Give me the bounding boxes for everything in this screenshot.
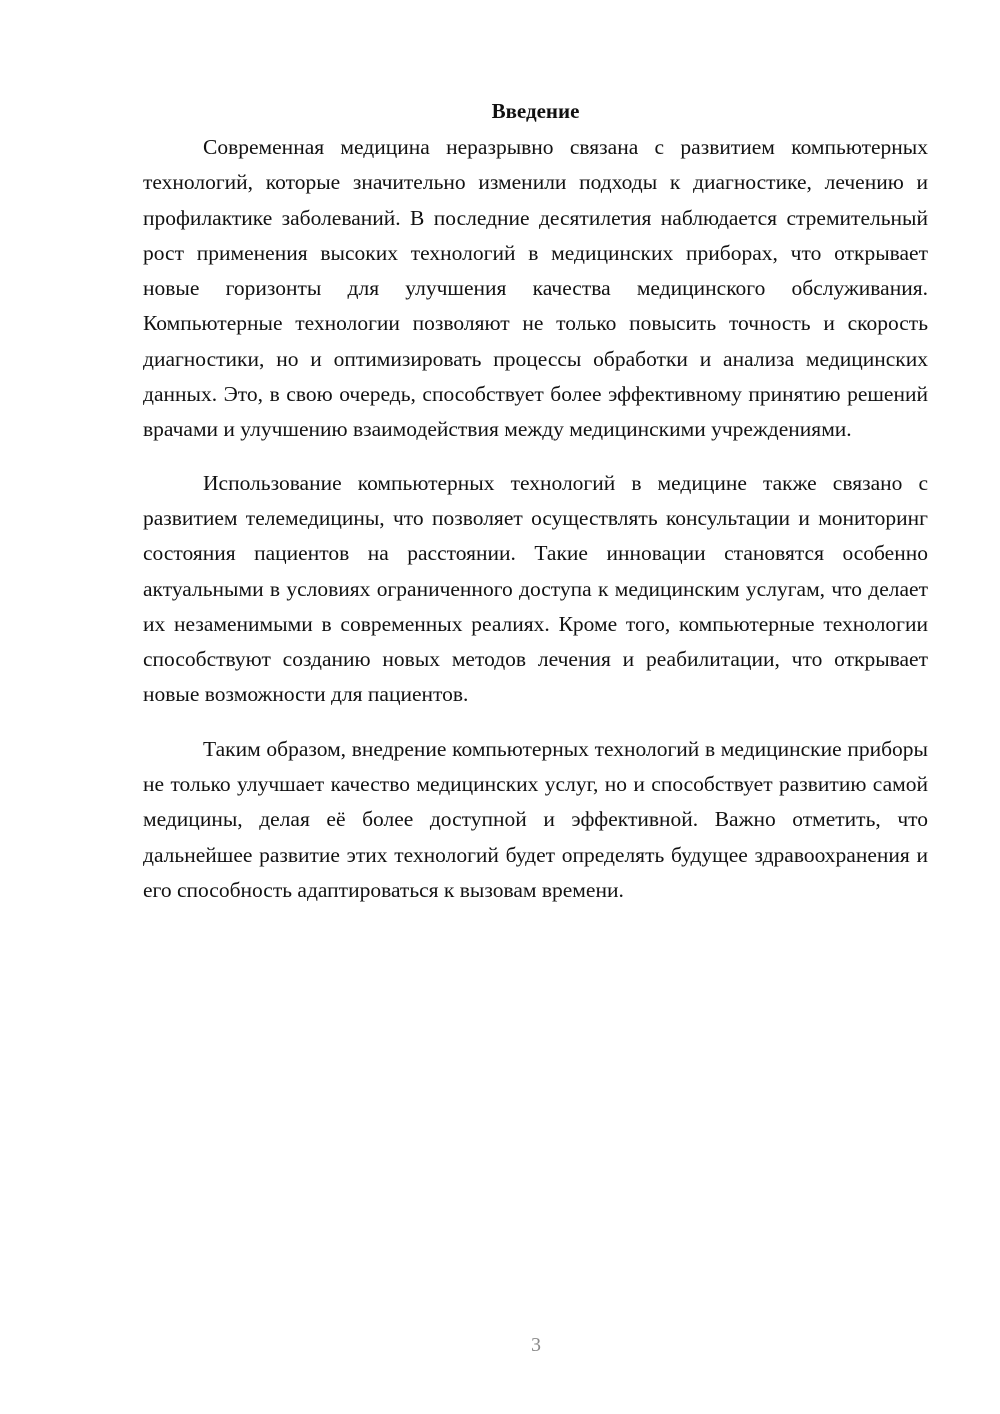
page-content xyxy=(143,96,928,926)
page-number: 3 xyxy=(531,1334,541,1356)
section-heading: Введение xyxy=(491,99,580,123)
paragraph-3: Таким образом, внедрение компьютерных технологий в медицинские приборы не только улучшает качество медицинских услуг, но и способствует развитию самой медицины, делая её более доступной и эффективной. Важно отметить, что дальнейшее развитие этих технологий будет определять будущее здравоохранения и его способность адаптироваться к вызовам времени. xyxy=(143,736,928,902)
paragraph-2: Использование компьютерных технологий в медицине также связано с развитием телемедицины, что позволяет осуществлять консультации и мониторинг состояния пациентов на расстоянии. Такие инновации становятся особенно актуальными в условиях ограниченного доступа к медицинским услугам, что делает их незаменимыми в современных реалиях. Кроме того, компьютерные технологии способствуют созданию новых методов лечения и реабилитации, что открывает новые возможности для пациентов. xyxy=(143,470,928,707)
paragraph-1: Современная медицина неразрывно связана с развитием компьютерных технологий, которые значительно изменили подходы к диагностике, лечению и профилактике заболеваний. В последние десятилетия наблюдается стремительный рост применения высоких технологий в медицинских приборах, что открывает новые горизонты для улучшения качества медицинского обслуживания. Компьютерные технологии позволяют не только повысить точность и скорость диагностики, но и оптимизировать процессы обработки и анализа медицинских данных. Это, в свою очередь, способствует более эффективному принятию решений врачами и улучшению взаимодействия между медицинскими учреждениями. xyxy=(143,135,928,442)
